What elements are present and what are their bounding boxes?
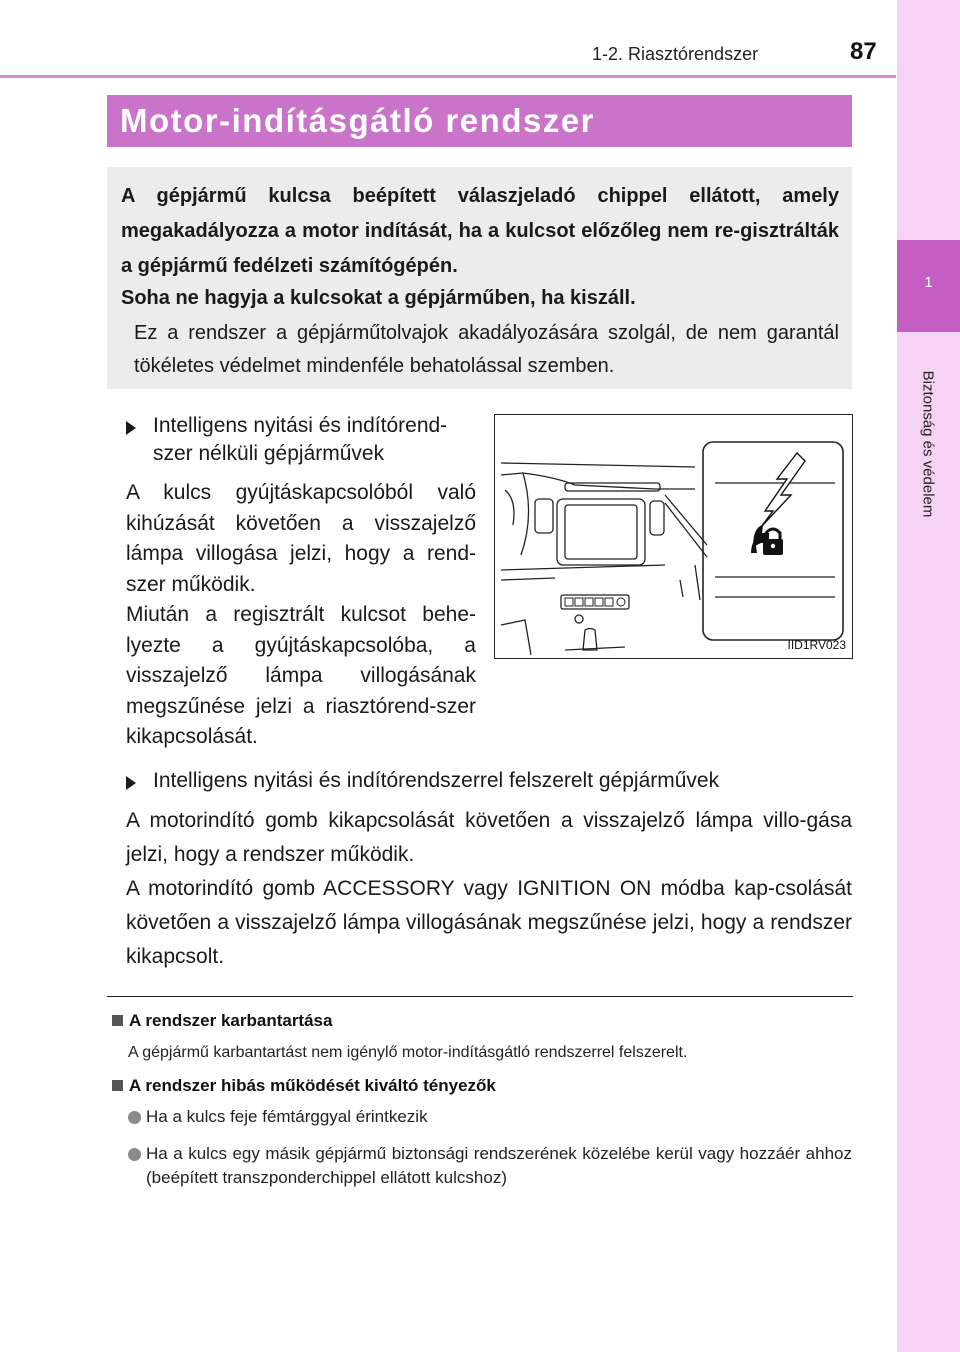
note-maintenance-title	[112, 1011, 332, 1031]
section1-body	[126, 478, 476, 753]
notes-divider	[107, 996, 853, 997]
note-faults-title-text: A rendszer hibás működését kiváltó tényezők	[129, 1076, 496, 1095]
chapter-side-strip	[897, 0, 960, 1352]
round-bullet-icon	[128, 1111, 141, 1124]
note-faults-title	[112, 1076, 496, 1096]
dashboard-illustration	[494, 414, 853, 659]
section2-paragraph-2: A motorindító gomb ACCESSORY vagy IGNITION ON módba kap-csolását követően a visszajelző lámpa villogásának megszűnése jelzi, hogy a rendszer kikapcsolt.	[126, 877, 852, 968]
page-number: 87	[850, 38, 877, 65]
square-bullet-icon	[112, 1015, 123, 1026]
section1-heading: Intelligens nyitási és indítórend-szer nélküli gépjárművek	[153, 414, 448, 465]
faults-item: Ha a kulcs egy másik gépjármű biztonsági rendszerének közelébe kerül vagy hozzáér ahhoz (beépített transzponderchippel ellátott kulcshoz)	[146, 1144, 852, 1187]
flash-arrow-icon	[761, 453, 805, 527]
header-divider	[0, 75, 896, 78]
round-bullet-icon	[128, 1148, 141, 1161]
note-maintenance-text: A gépjármű karbantartást nem igénylő motor-indításgátló rendszerrel felszerelt.	[128, 1044, 688, 1061]
square-bullet-icon	[112, 1080, 123, 1091]
section2-paragraph-1: A motorindító gomb kikapcsolását követően a visszajelző lámpa villo-gása jelzi, hogy a rendszer működik.	[126, 809, 852, 866]
section-title-bar	[107, 95, 852, 147]
note-maintenance-title-text: A rendszer karbantartása	[129, 1011, 333, 1030]
section1-paragraph-1: A kulcs gyújtáskapcsolóból való kihúzását követően a visszajelző lámpa villogása jelzi, hogy a rend-szer működik.	[126, 481, 476, 596]
car-lock-indicator-icon	[751, 525, 783, 555]
illustration-code: IID1RV023	[787, 638, 846, 652]
header-section-title: 1-2. Riasztórendszer	[592, 44, 759, 64]
chapter-label: Biztonság és védelem	[919, 370, 937, 518]
page-title: Motor-indításgátló rendszer	[120, 102, 596, 139]
intro-warning: Soha ne hagyja a kulcsokat a gépjárműben, ha kiszáll.	[121, 287, 636, 309]
section2-heading: Intelligens nyitási és indítórendszerrel felszerelt gépjárművek	[153, 769, 720, 792]
intro-bold-paragraph: A gépjármű kulcsa beépített válaszjeladó chippel ellátott, amely megakadályozza a motor indítását, ha a kulcsot előzőleg nem re-gisztrálták a gépjármű fedélzeti számítógépén.	[121, 185, 839, 277]
dashboard-drawing	[495, 415, 853, 659]
chapter-number: 1	[924, 274, 933, 291]
section1-paragraph-2: Miután a regisztrált kulcsot behe-lyezte a gyújtáskapcsolóba, a visszajelző lámpa villogásának megszűnése jelzi a riasztórend-szer kikapcsolását.	[126, 603, 476, 748]
section2-body	[126, 804, 852, 974]
intro-plain-paragraph: Ez a rendszer a gépjárműtolvajok akadályozására szolgál, de nem garantál tökéletes védelmet mindenféle behatolással szemben.	[134, 322, 839, 377]
faults-item: Ha a kulcs feje fémtárggyal érintkezik	[146, 1107, 428, 1126]
intro-box	[107, 167, 852, 389]
